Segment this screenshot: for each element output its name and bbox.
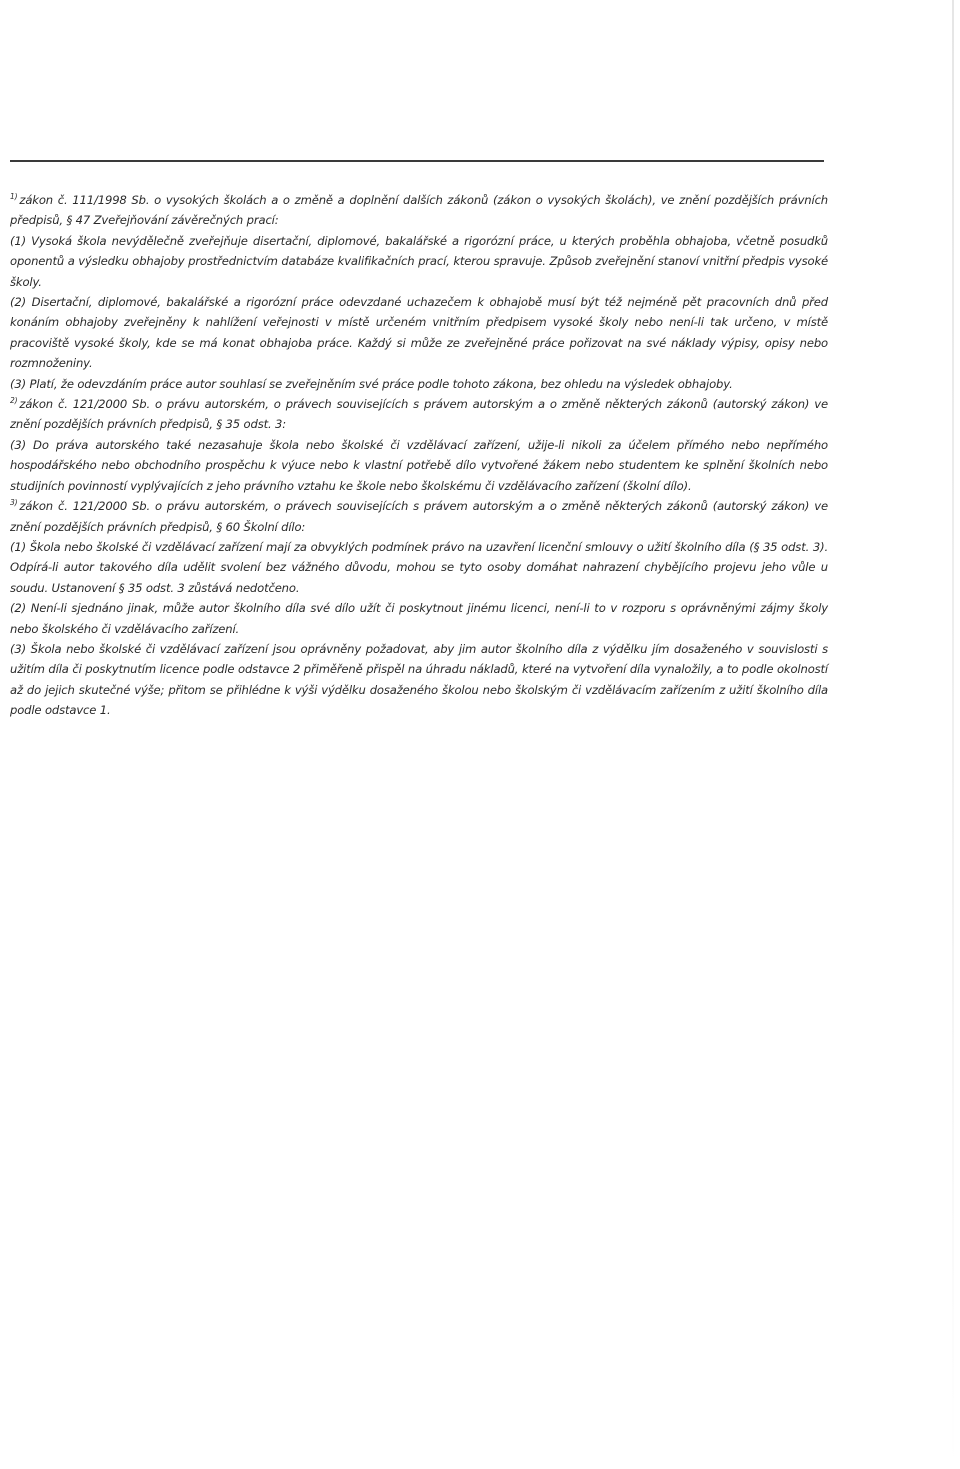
footnote-3-marker: 3) (10, 498, 18, 508)
footnote-2-heading-text: zákon č. 121/2000 Sb. o právu autorském, o právech souvisejících s právem autorským a o změně některých zákonů (autorský zákon) ve znění pozdějších právních předpisů, § 35 odst. 3: (10, 397, 828, 432)
footnote-3-paragraph-1: (1) Škola nebo školské či vzdělávací zařízení mají za obvyklých podmínek právo na uzavření licenční smlouvy o užití školního díla (§ 35 odst. 3). Odpírá-li autor takového díla udělit svolení bez vážného důvodu, mohou se tyto osoby domáhat nahrazení chybějícího projevu jeho vůle u soudu. Ustanovení § 35 odst. 3 zůstává nedotčeno. (10, 539, 828, 595)
footnote-1-marker: 1) (10, 192, 18, 202)
footnotes-section (10, 190, 828, 721)
footnote-1-paragraph-3: (3) Platí, že odevzdáním práce autor souhlasí se zveřejněním své práce podle tohoto zákona, bez ohledu na výsledek obhajoby. (10, 376, 733, 391)
footnote-3-heading-text: zákon č. 121/2000 Sb. o právu autorském, o právech souvisejících s právem autorským a o změně některých zákonů (autorský zákon) ve znění pozdějších právních předpisů, § 60 Školní dílo: (10, 499, 828, 534)
footnote-3-paragraph-2: (2) Není-li sjednáno jinak, může autor školního díla své dílo užít či poskytnout jinému licenci, není-li to v rozporu s oprávněnými zájmy školy nebo školského či vzdělávacího zařízení. (10, 601, 828, 636)
footnote-2-marker: 2) (10, 396, 18, 406)
footnote-separator (10, 160, 824, 162)
footnote-1-paragraph-1: (1) Vysoká škola nevýdělečně zveřejňuje disertační, diplomové, bakalářské a rigorózní práce, u kterých proběhla obhajoba, včetně posudků oponentů a výsledku obhajoby prostřednictvím databáze kvalifikačních prací, kterou spravuje. Způsob zveřejnění stanoví vnitřní předpis vysoké školy. (10, 233, 828, 289)
footnote-1-heading-text: zákon č. 111/1998 Sb. o vysokých školách a o změně a doplnění dalších zákonů (zákon o vysokých školách), ve znění pozdějších právních předpisů, § 47 Zveřejňování závěrečných prací: (10, 193, 828, 228)
footnote-2-heading (10, 394, 828, 435)
footnote-3-heading (10, 496, 828, 537)
footnote-2-paragraph-1: (3) Do práva autorského také nezasahuje škola nebo školské či vzdělávací zařízení, užije-li nikoli za účelem přímého nebo nepřímého hospodářského nebo obchodního prospěchu k výuce nebo k vlastní potřebě dílo vytvořené žákem nebo studentem ke splnění školních nebo studijních povinností vyplývajících z jeho právního vztahu ke škole nebo školskému či vzdělávacího zařízení (školní dílo). (10, 437, 828, 493)
footnote-1-heading (10, 190, 828, 231)
footnote-3-paragraph-3: (3) Škola nebo školské či vzdělávací zařízení jsou oprávněny požadovat, aby jim autor školního díla z výdělku jím dosaženého v souvislosti s užitím díla či poskytnutím licence podle odstavce 2 přiměřeně přispěl na úhradu nákladů, které na vytvoření díla vynaložily, a to podle okolností až do jejich skutečné výše; přitom se přihlédne k výši výdělku dosaženého školou nebo školským či vzdělávacím zařízením z užití školního díla podle odstavce 1. (10, 641, 828, 718)
scan-edge (952, 0, 954, 1469)
footnote-1-paragraph-2: (2) Disertační, diplomové, bakalářské a rigorózní práce odevzdané uchazečem k obhajobě musí být též nejméně pět pracovních dnů před konáním obhajoby zveřejněny k nahlížení veřejnosti v místě určeném vnitřním předpisem vysoké školy nebo není-li tak určeno, v místě pracoviště vysoké školy, kde se má konat obhajoba práce. Každý si může ze zveřejněné práce pořizovat na své náklady výpisy, opisy nebo rozmnoženiny. (10, 295, 828, 371)
